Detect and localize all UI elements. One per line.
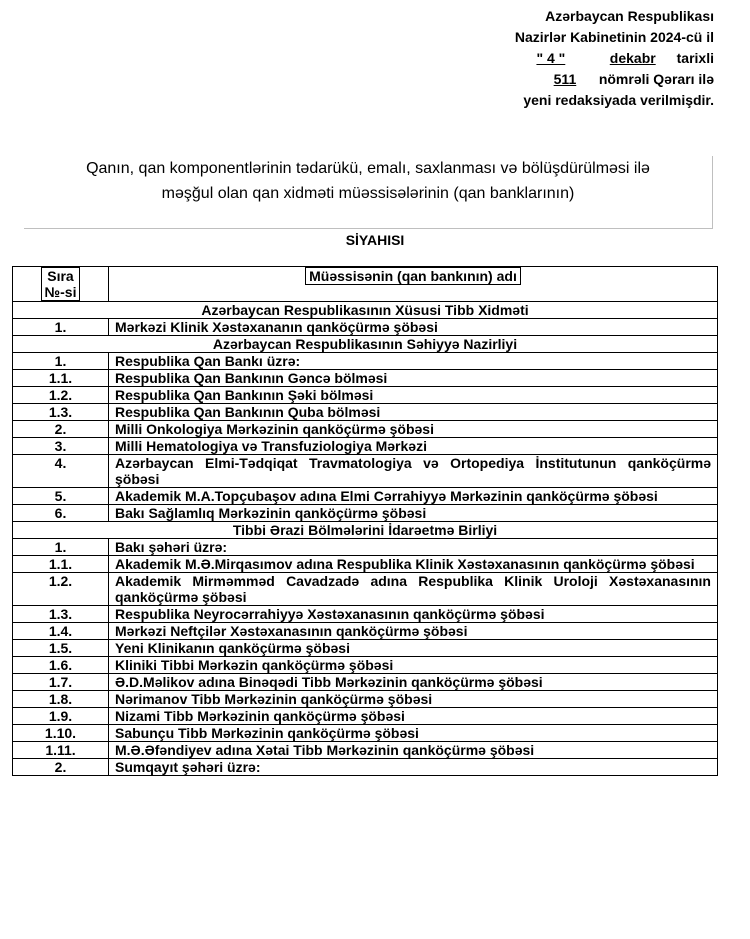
- header-number-line-1: Sıra: [47, 268, 74, 284]
- table-header-row: [13, 267, 718, 302]
- row-name: Akademik M.Ə.Mirqasımov adına Respublika Klinik Xəstəxanasının qanköçürmə şöbəsi: [109, 556, 718, 573]
- approval-line-5: yeni redaksiyada verilmişdir.: [523, 92, 714, 108]
- table-row: [13, 353, 718, 370]
- approval-line-2: Nazirlər Kabinetinin 2024-cü il: [514, 29, 714, 45]
- row-number: 2.: [13, 759, 109, 776]
- row-number: 1.1.: [13, 370, 109, 387]
- row-name: Nərimanov Tibb Mərkəzinin qanköçürmə şöbəsi: [109, 691, 718, 708]
- row-name: M.Ə.Əfəndiyev adına Xətai Tibb Mərkəzinin qanköçürmə şöbəsi: [109, 742, 718, 759]
- header-number-label: [41, 267, 81, 301]
- row-number: 1.3.: [13, 606, 109, 623]
- approval-date-line: [414, 48, 714, 69]
- document-title: [24, 156, 713, 229]
- approval-number-suffix: nömrəli Qərarı ilə: [598, 71, 714, 87]
- approval-block: [414, 6, 714, 111]
- row-name: Milli Hematologiya və Transfuziologiya Mərkəzi: [109, 438, 718, 455]
- title-line-2: məşğul olan qan xidməti müəssisələrinin (qan banklarının): [161, 185, 575, 202]
- blood-bank-table: [12, 266, 718, 776]
- row-number: 1.9.: [13, 708, 109, 725]
- row-number: 5.: [13, 488, 109, 505]
- title-line-1: Qanın, qan komponentlərinin tədarükü, emalı, saxlanması və bölüşdürülməsi ilə: [86, 160, 650, 177]
- row-number: 1.5.: [13, 640, 109, 657]
- section-row: [13, 302, 718, 319]
- table-row: [13, 674, 718, 691]
- row-name: Milli Onkologiya Mərkəzinin qanköçürmə şöbəsi: [109, 421, 718, 438]
- table-row: [13, 404, 718, 421]
- table-row: [13, 759, 718, 776]
- row-name: Mərkəzi Klinik Xəstəxananın qanköçürmə şöbəsi: [109, 319, 718, 336]
- table-row: [13, 708, 718, 725]
- table-row: [13, 387, 718, 404]
- row-number: 4.: [13, 455, 109, 488]
- table-row: [13, 742, 718, 759]
- row-name: Respublika Qan Bankının Şəki bölməsi: [109, 387, 718, 404]
- section-row: [13, 522, 718, 539]
- row-name: Yeni Klinikanın qanköçürmə şöbəsi: [109, 640, 718, 657]
- row-number: 2.: [13, 421, 109, 438]
- row-number: 1.7.: [13, 674, 109, 691]
- approval-number-line: [414, 69, 714, 90]
- table-row: [13, 606, 718, 623]
- header-name-label: Müəssisənin (qan bankının) adı: [305, 267, 521, 285]
- row-name: Mərkəzi Neftçilər Xəstəxanasının qanköçürmə şöbəsi: [109, 623, 718, 640]
- approval-month: dekabr: [609, 50, 656, 66]
- section-title: Tibbi Ərazi Bölmələrini İdarəetmə Birliyi: [13, 522, 718, 539]
- row-number: 1.: [13, 353, 109, 370]
- row-number: 1.6.: [13, 657, 109, 674]
- row-name: Bakı şəhəri üzrə:: [109, 539, 718, 556]
- table-row: [13, 421, 718, 438]
- table-row: [13, 539, 718, 556]
- table-row: [13, 657, 718, 674]
- header-number-line-2: №-si: [44, 284, 77, 300]
- row-number: 1.1.: [13, 556, 109, 573]
- row-name: Akademik M.A.Topçubaşov adına Elmi Cərrahiyyə Mərkəzinin qanköçürmə şöbəsi: [109, 488, 718, 505]
- table-row: [13, 370, 718, 387]
- row-number: 1.11.: [13, 742, 109, 759]
- table-row: [13, 556, 718, 573]
- row-name: Respublika Qan Bankının Gəncə bölməsi: [109, 370, 718, 387]
- approval-number: 511: [553, 71, 577, 87]
- row-number: 1.4.: [13, 623, 109, 640]
- approval-day: " 4 ": [536, 50, 566, 66]
- row-name: Kliniki Tibbi Mərkəzin qanköçürmə şöbəsi: [109, 657, 718, 674]
- list-heading: SİYAHISI: [345, 232, 405, 248]
- row-name: Respublika Qan Bankı üzrə:: [109, 353, 718, 370]
- approval-line-1: Azərbaycan Respublikası: [545, 8, 714, 24]
- table-row: [13, 691, 718, 708]
- row-name: Akademik Mirməmməd Cavadzadə adına Respublika Klinik Uroloji Xəstəxanasının qanköçürmə şöbəsi: [109, 573, 718, 606]
- row-number: 1.2.: [13, 573, 109, 606]
- row-name: Nizami Tibb Mərkəzinin qanköçürmə şöbəsi: [109, 708, 718, 725]
- header-name-cell: [109, 267, 718, 302]
- row-name: Azərbaycan Elmi-Tədqiqat Travmatologiya və Ortopediya İnstitutunun qanköçürmə şöbəsi: [109, 455, 718, 488]
- row-number: 1.2.: [13, 387, 109, 404]
- header-number-cell: [13, 267, 109, 302]
- table-row: [13, 725, 718, 742]
- section-title: Azərbaycan Respublikasının Xüsusi Tibb Xidməti: [13, 302, 718, 319]
- section-row: [13, 336, 718, 353]
- approval-date-suffix: tarixli: [676, 50, 714, 66]
- section-title: Azərbaycan Respublikasının Səhiyyə Nazirliyi: [13, 336, 718, 353]
- row-number: 6.: [13, 505, 109, 522]
- row-name: Ə.D.Məlikov adına Binəqədi Tibb Mərkəzinin qanköçürmə şöbəsi: [109, 674, 718, 691]
- row-name: Respublika Qan Bankının Quba bölməsi: [109, 404, 718, 421]
- table-row: [13, 455, 718, 488]
- table-row: [13, 505, 718, 522]
- row-number: 1.10.: [13, 725, 109, 742]
- row-number: 1.: [13, 539, 109, 556]
- table-row: [13, 573, 718, 606]
- table-row: [13, 640, 718, 657]
- row-name: Respublika Neyrocərrahiyyə Xəstəxanasının qanköçürmə şöbəsi: [109, 606, 718, 623]
- row-name: Sumqayıt şəhəri üzrə:: [109, 759, 718, 776]
- table-row: [13, 623, 718, 640]
- row-name: Bakı Sağlamlıq Mərkəzinin qanköçürmə şöbəsi: [109, 505, 718, 522]
- table-row: [13, 488, 718, 505]
- row-number: 1.: [13, 319, 109, 336]
- row-number: 3.: [13, 438, 109, 455]
- row-number: 1.3.: [13, 404, 109, 421]
- row-name: Sabunçu Tibb Mərkəzinin qanköçürmə şöbəsi: [109, 725, 718, 742]
- table-row: [13, 319, 718, 336]
- table-row: [13, 438, 718, 455]
- row-number: 1.8.: [13, 691, 109, 708]
